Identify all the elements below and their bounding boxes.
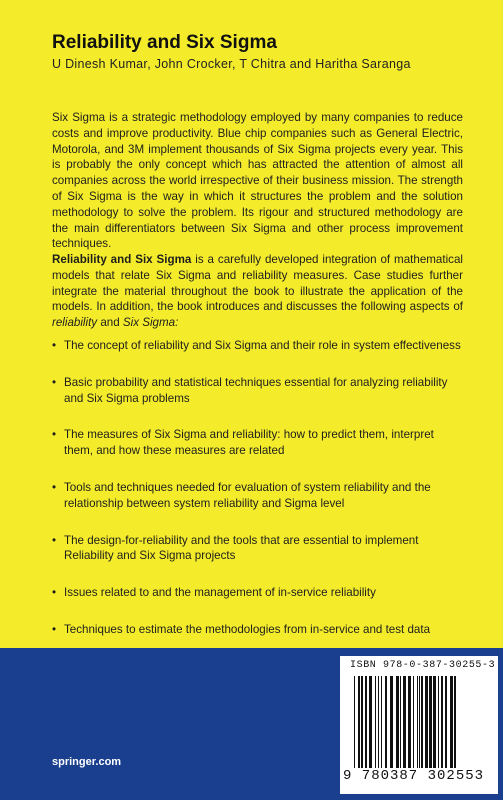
barcode-bar xyxy=(361,676,363,772)
ean-digits-text: 9 780387 302553 xyxy=(343,768,485,784)
barcode-bar xyxy=(408,676,411,772)
barcode-bar xyxy=(381,676,382,772)
aspects-list xyxy=(52,338,463,659)
barcode-bar xyxy=(413,676,414,772)
list-item: • The measures of Six Sigma and reliability: how to predict them, interpret them, and how these measures are related xyxy=(52,427,463,459)
blurb-paragraph-1: Six Sigma is a strategic methodology employed by many companies to reduce costs and improve productivity. Blue chip companies such as General Electric, Motorola, and 3M implement thousands of Six Sigma projects every year. This is probably the only concept which has attracted the attention of almost all companies across the world irrespective of their business mission. The strength of Six Sigma is the way in which it structures the problem and the solution methodology to solve the problem. Its rigour and structured methodology are the main differentiators between Six Sigma and other process improvement techniques. xyxy=(52,111,463,251)
barcode-bar xyxy=(375,676,376,772)
list-item: • Issues related to and the management of in-service reliability xyxy=(52,585,463,601)
barcode-bar xyxy=(403,676,406,772)
blurb-paragraph-2-and: and xyxy=(97,316,123,330)
list-item: • Tools and techniques needed for evaluation of system reliability and the relationship between system reliability and Sigma level xyxy=(52,480,463,512)
barcode-bar xyxy=(429,676,432,772)
barcode-bar xyxy=(400,676,401,772)
barcode-bar xyxy=(419,676,420,772)
barcode-bar xyxy=(369,676,372,772)
list-item: • The concept of reliability and Six Sigma and their role in system effectiveness xyxy=(52,338,463,354)
barcode-bar xyxy=(390,676,393,772)
barcode-bar xyxy=(354,676,355,772)
barcode-bar xyxy=(433,676,436,772)
isbn-barcode xyxy=(340,656,498,794)
barcode-bar xyxy=(438,676,439,772)
barcode-bar xyxy=(425,676,428,772)
barcode-bar xyxy=(450,676,453,772)
isbn-label: ISBN 978-0-387-30255-3 xyxy=(350,660,496,671)
barcode-bar xyxy=(365,676,367,772)
book-authors: U Dinesh Kumar, John Crocker, T Chitra and Haritha Saranga xyxy=(52,57,411,71)
blurb-emphasis-reliability: reliability xyxy=(52,316,98,330)
list-item: • Basic probability and statistical techniques essential for analyzing reliability and Six Sigma problems xyxy=(52,375,463,407)
barcode-bar xyxy=(417,676,418,772)
barcode-bar xyxy=(454,676,456,772)
barcode-bar xyxy=(396,676,399,772)
ean-digits xyxy=(342,768,485,784)
publisher-website: springer.com xyxy=(52,756,122,768)
list-item: • Techniques to estimate the methodologies from in-service and test data xyxy=(52,622,463,638)
blurb-paragraph-2 xyxy=(52,252,463,331)
barcode-bars xyxy=(354,676,490,772)
book-title: Reliability and Six Sigma xyxy=(52,32,277,53)
barcode-bar xyxy=(358,676,360,772)
barcode-bar xyxy=(441,676,443,772)
blurb-paragraph-2-text: is a carefully developed integration of mathematical models that relate Six Sigma and reliability measures. Case studies further integrate the material throughout the book to illustrate the application of the models. In addition, the book introduces and discusses the following aspects of xyxy=(52,253,463,314)
barcode-bar xyxy=(385,676,387,772)
barcode-bar xyxy=(445,676,447,772)
blurb-paragraph-2-lead: Reliability and Six Sigma xyxy=(52,253,192,266)
blurb-emphasis-six-sigma: Six Sigma: xyxy=(122,316,179,330)
barcode-bar xyxy=(421,676,423,772)
list-item: • The design-for-reliability and the tools that are essential to implement Reliability and Six Sigma projects xyxy=(52,533,463,565)
barcode-bar xyxy=(378,676,379,772)
